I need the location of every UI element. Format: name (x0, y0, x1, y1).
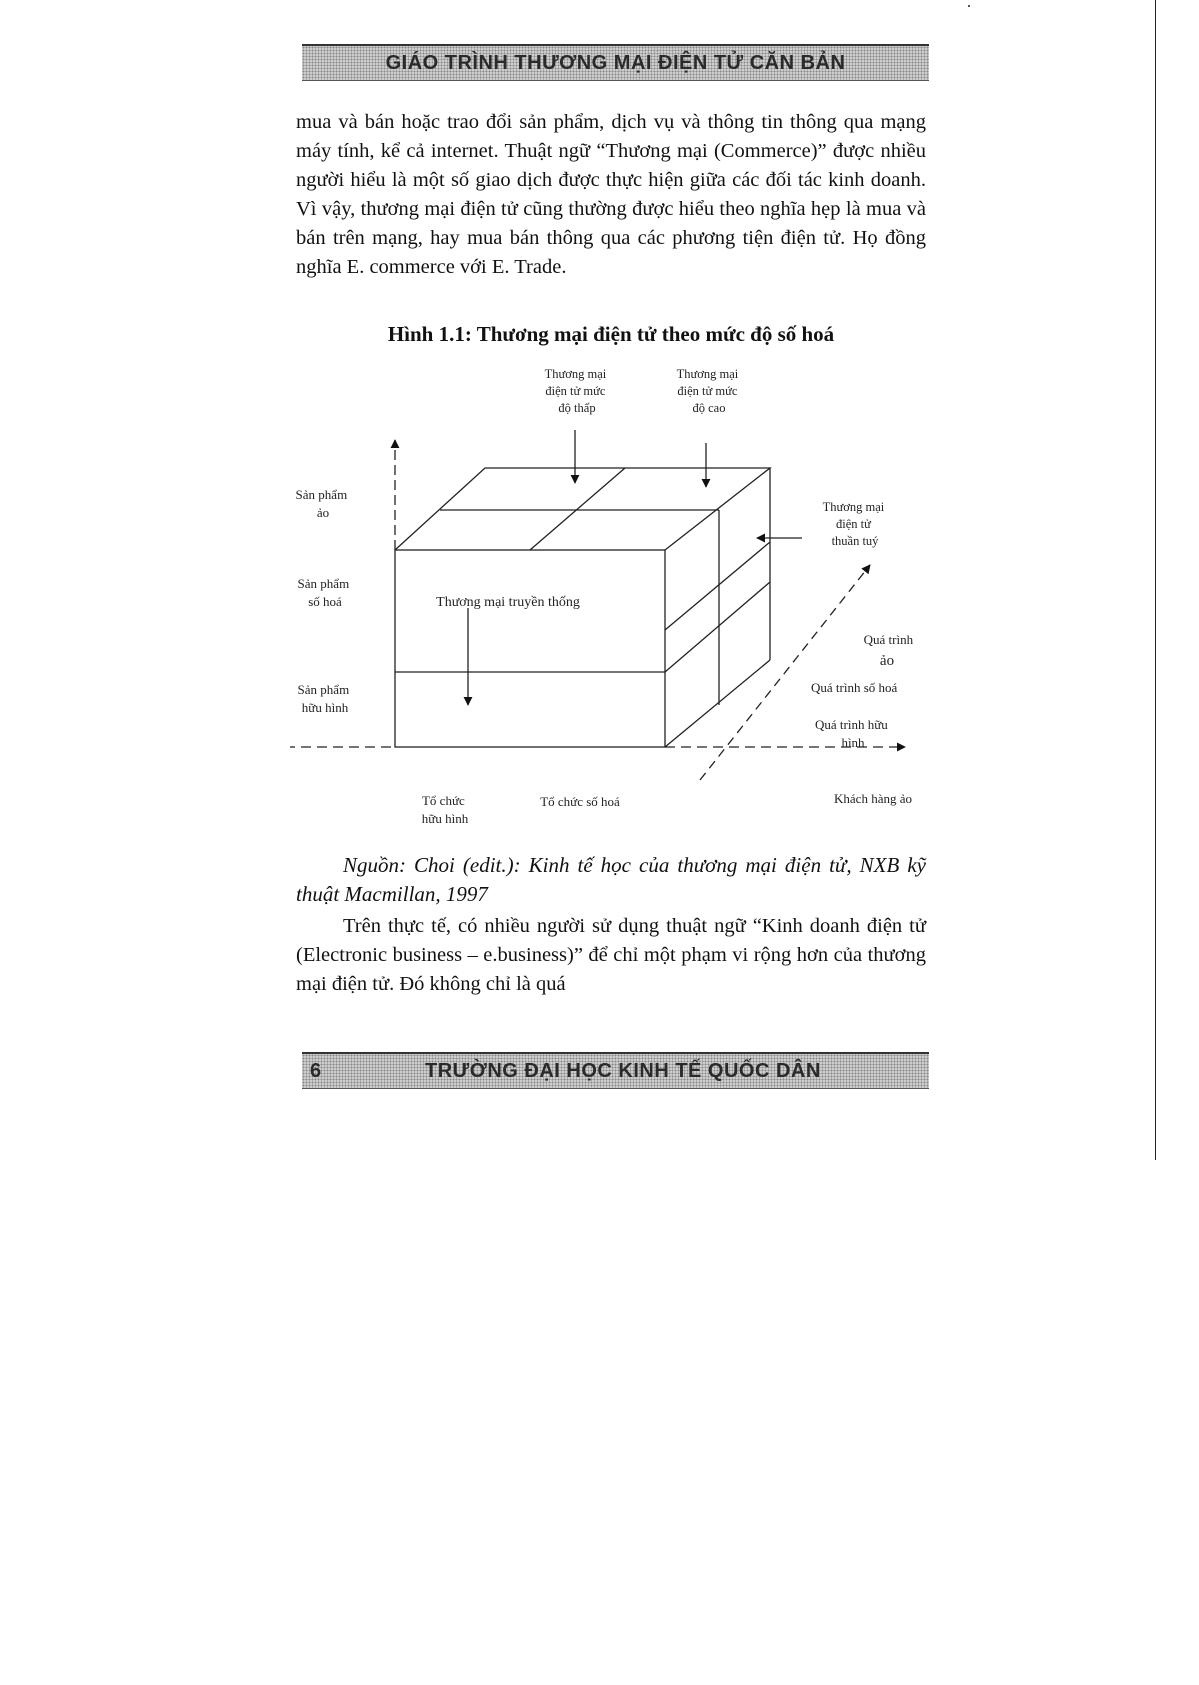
cube-top-mid-d (530, 468, 625, 550)
z-label-virtual-process: Quá trình ảo (863, 632, 914, 669)
footer-title: TRƯỜNG ĐẠI HỌC KINH TẾ QUỐC DÂN (425, 1060, 821, 1082)
p1-line: tử cũng thường được hiểu theo nghĩa hẹp là mua và bán trên (296, 198, 926, 249)
x-label-physical-org: Tổ chức hữu hình (421, 793, 469, 826)
p1-line: mạng, hay mua bán thông qua các phương tiện điện tử. Họ đồng (372, 227, 926, 249)
x-label-virtual-customer: Khách hàng ảo (834, 791, 912, 806)
paragraph-2: Trên thực tế, có nhiều người sử dụng thuật ngữ “Kinh doanh điện tử (Electronic business – e.business)” để chỉ một phạm vi rộng hơn của thương mại điện tử. Đó không chỉ là quá (296, 915, 926, 995)
figure-source: Nguồn: Choi (edit.): Kinh tế học của thương mại điện tử, NXB kỹ thuật Macmillan, 1997 (296, 853, 926, 906)
cube-top-face (395, 468, 770, 550)
label-pure-ecommerce: Thương mại điện tử thuần tuý (822, 500, 885, 548)
header-title: GIÁO TRÌNH THƯƠNG MẠI ĐIỆN TỬ CĂN BẢN (385, 52, 846, 74)
cube-right-bottom (665, 660, 770, 747)
z-label-physical-process: Quá trình hữu hình (814, 717, 888, 750)
paragraph-1 (296, 108, 926, 282)
header-banner (302, 44, 929, 81)
page-number: 6 (310, 1060, 322, 1082)
scan-speck (968, 5, 970, 7)
footer-banner (302, 1052, 929, 1089)
p1-line: qua mạng máy tính, kể cả internet. Thuật ngữ “Thương mại (296, 111, 926, 162)
label-traditional-commerce: Thương mại truyền thống (436, 595, 580, 610)
p1-line: mua và bán hoặc trao đổi sản phẩm, dịch vụ và thông tin thông (296, 111, 844, 133)
y-label-digital-product: Sản phẩm số hoá (297, 576, 350, 609)
page-edge-line (1155, 0, 1156, 1160)
x-label-digital-org: Tổ chức số hoá (540, 794, 620, 809)
label-high-ecommerce: Thương mại điện tử mức độ cao (676, 367, 739, 415)
p1-line: nghĩa E. commerce với E. Trade. (296, 256, 567, 278)
cube-right-mid-d1 (665, 542, 770, 630)
digitization-cube-diagram (290, 360, 930, 840)
z-label-digital-process: Quá trình số hoá (811, 680, 898, 695)
label-low-ecommerce: Thương mại điện tử mức độ thấp (544, 367, 607, 415)
figure-title: Hình 1.1: Thương mại điện tử theo mức độ số hoá (387, 322, 835, 346)
cube-right-mid-d2 (665, 582, 770, 672)
y-label-virtual-product: Sản phẩm ảo (295, 487, 348, 520)
cube-front-face (395, 550, 665, 747)
p1-line: (Commerce)” được nhiều người hiểu là một số giao dịch được (296, 140, 926, 191)
p1-line: thực hiện giữa các đối tác kinh doanh. Vì vậy, thương mại điện (296, 169, 926, 220)
y-label-physical-product: Sản phẩm hữu hình (297, 682, 350, 715)
